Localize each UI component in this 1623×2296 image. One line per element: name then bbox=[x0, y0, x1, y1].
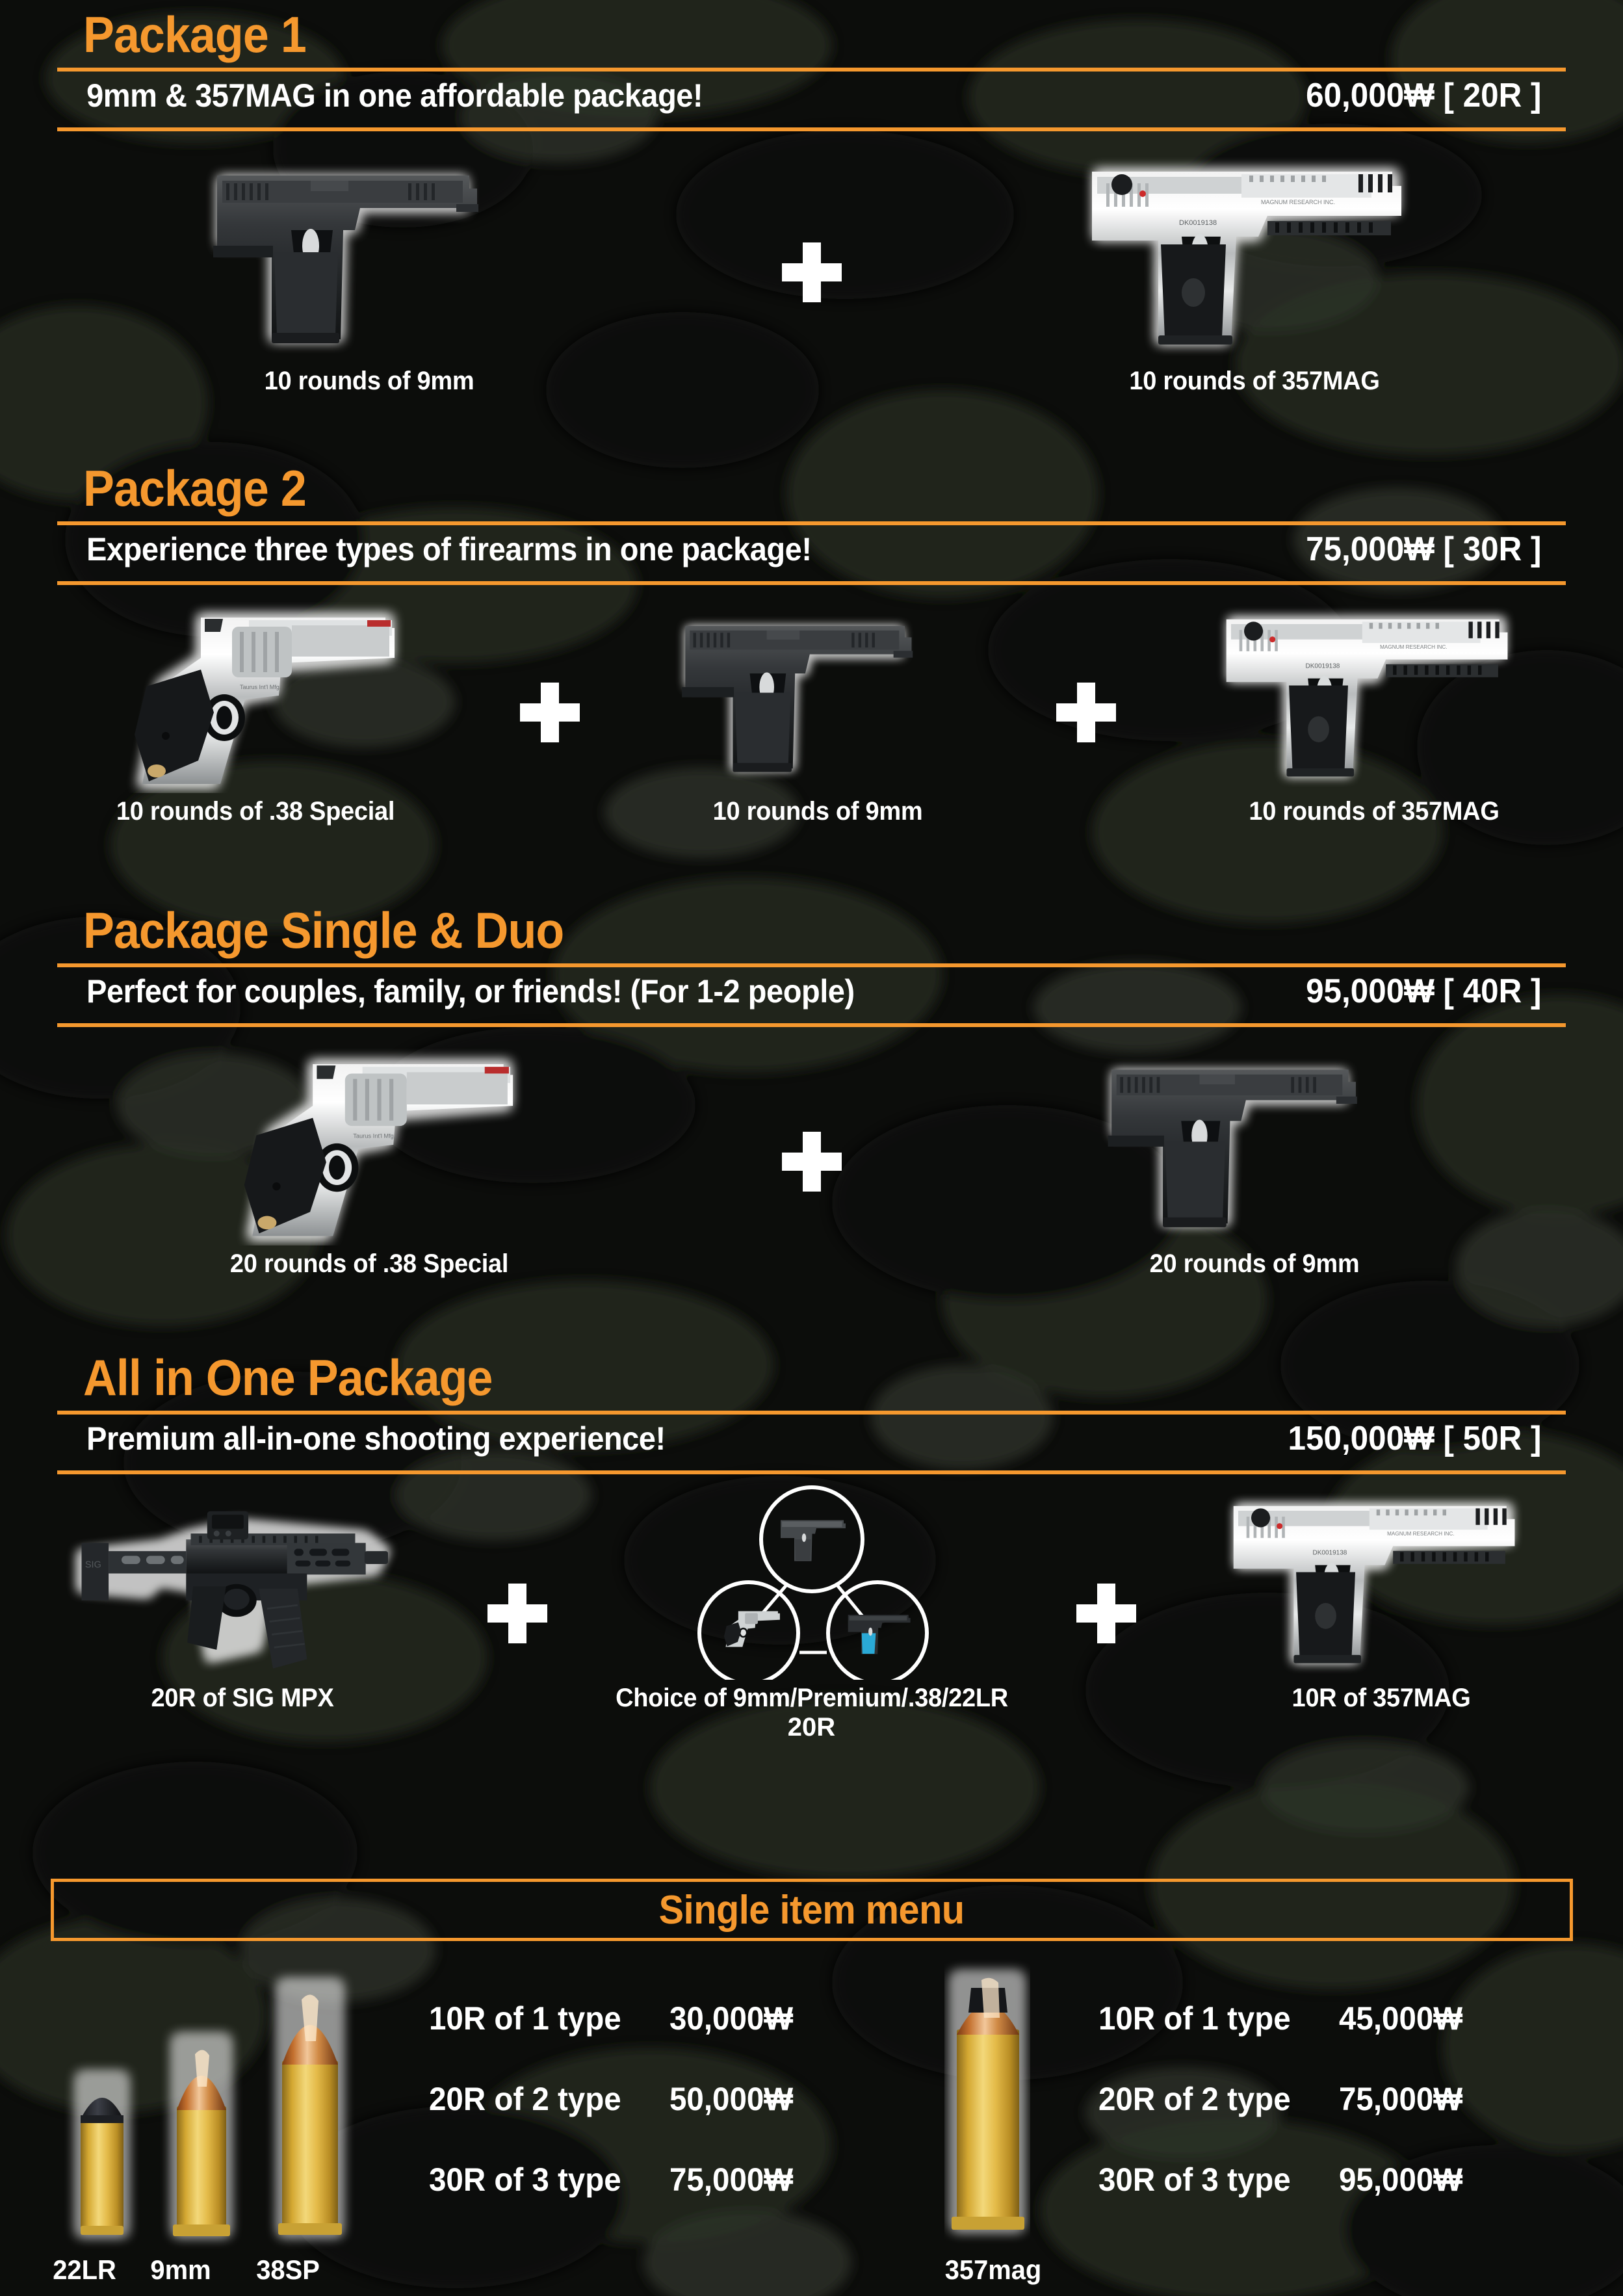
cartridge-22lr-icon bbox=[81, 2098, 123, 2235]
item-caption: 10 rounds of 357MAG bbox=[1249, 797, 1500, 826]
item-caption: 20R of SIG MPX bbox=[150, 1684, 334, 1712]
price-row bbox=[429, 2080, 799, 2118]
price-row bbox=[1098, 2161, 1469, 2198]
divider-rule bbox=[57, 127, 1566, 131]
price-row bbox=[1098, 2080, 1469, 2118]
price-label: 30R of 3 type bbox=[1098, 2161, 1291, 2198]
svg-text:SIG: SIG bbox=[84, 1559, 101, 1571]
desert-eagle-pistol-icon bbox=[1072, 148, 1436, 363]
choice-option-revolver-circle bbox=[699, 1582, 798, 1680]
package-title: Package 1 bbox=[83, 6, 306, 63]
package-item bbox=[47, 598, 463, 826]
price-table-left bbox=[429, 2000, 799, 2198]
package-price: 60,000₩ [ 20R ] bbox=[1305, 77, 1541, 114]
glock-pistol-icon bbox=[665, 598, 970, 793]
choice-triangle-diagram bbox=[672, 1485, 952, 1680]
svg-text:MAGNUM RESEARCH INC.: MAGNUM RESEARCH INC. bbox=[1379, 644, 1448, 651]
divider-rule bbox=[57, 1023, 1566, 1027]
item-caption: 20 rounds of 9mm bbox=[1149, 1249, 1359, 1278]
package-section-1 bbox=[0, 6, 1623, 396]
package-item bbox=[122, 148, 616, 396]
price-label: 20R of 2 type bbox=[1098, 2081, 1291, 2117]
price-value: 95,000₩ bbox=[1339, 2161, 1463, 2198]
divider-rule bbox=[57, 581, 1566, 585]
single-item-menu-box bbox=[51, 1879, 1573, 1941]
desert-eagle-pistol-icon bbox=[1212, 1485, 1550, 1680]
package-item bbox=[1173, 598, 1576, 826]
package-title: Package Single & Duo bbox=[83, 902, 564, 959]
price-value: 50,000₩ bbox=[669, 2081, 794, 2117]
plus-separator-icon bbox=[1076, 1584, 1136, 1643]
price-value: 75,000₩ bbox=[669, 2161, 794, 2198]
price-row bbox=[429, 2000, 799, 2037]
item-caption: 10 rounds of 9mm bbox=[713, 797, 923, 826]
package-description: Experience three types of firearms in one package! bbox=[86, 531, 812, 567]
package-description: Premium all-in-one shooting experience! bbox=[86, 1420, 666, 1457]
svg-text:MAGNUM RESEARCH INC.: MAGNUM RESEARCH INC. bbox=[1386, 1531, 1455, 1537]
item-caption: 10R of 357MAG bbox=[1291, 1684, 1471, 1712]
cartridge-label-9mm: 9mm bbox=[150, 2254, 211, 2285]
cartridge-label-22lr: 22LR bbox=[53, 2254, 116, 2285]
plus-separator-icon bbox=[1056, 683, 1116, 742]
package-price: 75,000₩ [ 30R ] bbox=[1305, 530, 1541, 568]
package-title: All in One Package bbox=[83, 1349, 493, 1406]
plus-separator-icon bbox=[782, 242, 842, 302]
package-description: 9mm & 357MAG in one affordable package! bbox=[86, 77, 703, 114]
revolver-icon bbox=[86, 598, 424, 793]
sig-mpx-smg-icon bbox=[60, 1485, 424, 1680]
price-label: 30R of 3 type bbox=[429, 2161, 621, 2198]
price-row bbox=[429, 2161, 799, 2198]
item-caption-secondary: 20R bbox=[787, 1713, 836, 1742]
svg-text:DK0019138: DK0019138 bbox=[1312, 1549, 1347, 1557]
price-label: 10R of 1 type bbox=[1098, 2000, 1291, 2037]
plus-separator-icon bbox=[782, 1132, 842, 1192]
package-price: 150,000₩ [ 50R ] bbox=[1288, 1420, 1541, 1457]
glock-pistol-icon bbox=[194, 148, 545, 363]
package-description: Perfect for couples, family, or friends! (For 1-2 people) bbox=[86, 973, 855, 1010]
item-caption: 10 rounds of .38 Special bbox=[116, 797, 395, 826]
cartridge-label-38sp: 38SP bbox=[256, 2254, 320, 2285]
package-item bbox=[1007, 1044, 1501, 1279]
item-caption: 20 rounds of .38 Special bbox=[229, 1249, 508, 1278]
package-title: Package 2 bbox=[83, 460, 306, 517]
package-price: 95,000₩ [ 40R ] bbox=[1305, 972, 1541, 1010]
glock-pistol-icon bbox=[1079, 1044, 1430, 1246]
package-item bbox=[122, 1044, 616, 1279]
item-caption: 10 rounds of 9mm bbox=[264, 367, 474, 395]
svg-text:Taurus Int'l Mfg.: Taurus Int'l Mfg. bbox=[352, 1132, 395, 1140]
plus-separator-icon bbox=[487, 1584, 547, 1643]
price-value: 45,000₩ bbox=[1339, 2000, 1463, 2037]
price-label: 20R of 2 type bbox=[429, 2081, 621, 2117]
svg-text:DK0019138: DK0019138 bbox=[1178, 219, 1217, 227]
single-item-menu-title: Single item menu bbox=[659, 1887, 965, 1933]
package-section-3 bbox=[0, 902, 1623, 1279]
price-row bbox=[1098, 2000, 1469, 2037]
package-item bbox=[1007, 148, 1501, 396]
package-item bbox=[584, 1485, 1039, 1742]
package-section-2 bbox=[0, 460, 1623, 826]
price-table-right bbox=[1098, 2000, 1469, 2198]
price-value: 75,000₩ bbox=[1339, 2081, 1463, 2117]
item-caption: 10 rounds of 357MAG bbox=[1128, 367, 1380, 395]
cartridge-group-right bbox=[922, 1950, 1065, 2249]
cartridge-label-357mag: 357mag bbox=[944, 2254, 1042, 2285]
price-value: 30,000₩ bbox=[669, 2000, 794, 2037]
price-label: 10R of 1 type bbox=[429, 2000, 621, 2037]
svg-text:MAGNUM RESEARCH INC.: MAGNUM RESEARCH INC. bbox=[1260, 199, 1335, 205]
item-caption: Choice of 9mm/Premium/.38/22LR bbox=[615, 1684, 1008, 1712]
svg-text:Taurus Int'l Mfg.: Taurus Int'l Mfg. bbox=[240, 684, 281, 690]
divider-rule bbox=[57, 1470, 1566, 1474]
revolver-icon bbox=[194, 1044, 545, 1246]
svg-text:DK0019138: DK0019138 bbox=[1305, 662, 1340, 670]
plus-separator-icon bbox=[520, 683, 580, 742]
package-item bbox=[1173, 1485, 1589, 1713]
package-section-4 bbox=[0, 1349, 1623, 1742]
cartridge-group-left bbox=[39, 1957, 390, 2262]
package-item bbox=[636, 598, 1000, 826]
desert-eagle-pistol-icon bbox=[1205, 598, 1543, 793]
package-item bbox=[34, 1485, 450, 1713]
